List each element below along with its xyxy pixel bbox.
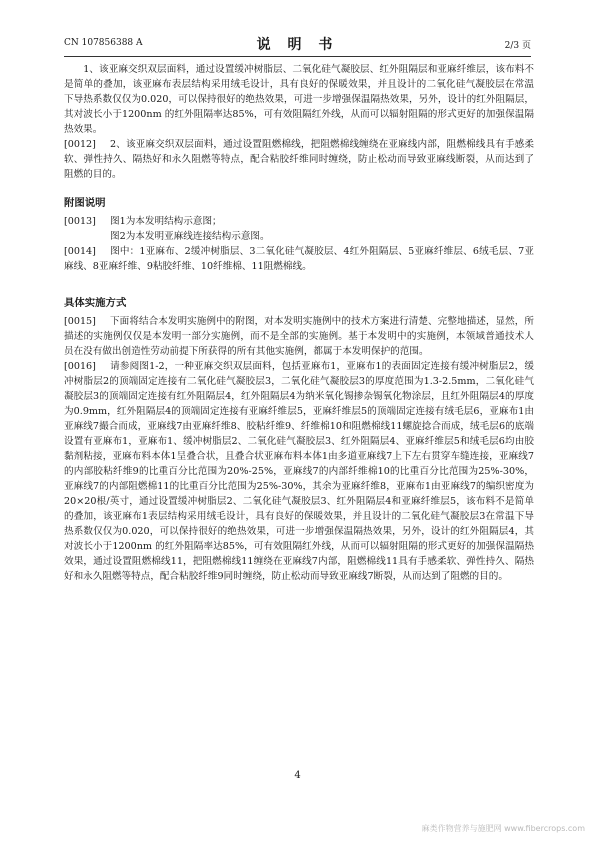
paragraph-0013 (64, 214, 534, 229)
paragraph-effect-1: 1、该亚麻交织双层面料，通过设置缓冲树脂层、二氧化硅气凝胶层、红外阻隔层和亚麻纤维层，该布料不是简单的叠加，该亚麻布表层结构采用绒毛设计，具有良好的保暖效果，并且设计的二氧化硅气凝胶层在常温下导热系数仅仅为0.020，可以保持很好的绝热效果，可进一步增强保温隔热效果，另外，设计的红外阻隔层，其对波长小于1200nm 的红外阻隔率达85%，可有效阻隔红外线，从而可以辐射阻隔的形式更好的加强保温隔热效果。 (64, 64, 534, 135)
watermark: 麻类作物营养与施肥网 www.fibercrops.com (421, 824, 585, 833)
patent-number: CN 107856388 A (64, 38, 143, 48)
paragraph-text: 2、该亚麻交织双层面料，通过设置阻燃棉线，把阻燃棉线缠绕在亚麻线内部，阻燃棉线具有手感柔软、弹性持久、隔热好和永久阻燃等特点，配合粘胶纤维同时缠绕，防止松动而导致亚麻线断裂，从而达到了阻燃的目的。 (64, 139, 534, 180)
paragraph-text: 请参阅图1-2，一种亚麻交织双层面料，包括亚麻布1，亚麻布1的表面固定连接有缓冲树脂层2，缓冲树脂层2的顶端固定连接有二氧化硅气凝胶层3，二氧化硅气凝胶层3的厚度范围为1.3-2.5mm，二氧化硅气凝胶层3的顶端固定连接有红外阻隔层4，红外阻隔层4为纳米氧化锡掺杂锡氧化物涂层，且红外阻隔层4的厚度为0.9mm，红外阻隔层4的顶端固定连接有亚麻纤维层5，亚麻纤维层5的顶端固定连接有绒毛层6，亚麻布1由亚麻线7撮合而成，亚麻线7由亚麻纤维8、胶粘纤维9、纤维棉10和阻燃棉线11螺旋捻合而成，绒毛层6的底端设置有亚麻布1，亚麻布1、缓冲树脂层2、二氧化硅气凝胶层3、红外阻隔层4、亚麻纤维层5和绒毛层6均由胶黏剂粘接，亚麻布料本体1呈叠合状，且叠合状亚麻布料本体1由多道亚麻线7上下左右贯穿车缝连接，亚麻线7的内部胶粘纤维9的比重百分比范围为20%-25%，亚麻线7的内部纤维棉10的比重百分比范围为25%-30%，亚麻线7的内部阻燃棉11的比重百分比范围为25%-30%，其余为亚麻纤维8，亚麻布1由亚麻线7的编织密度为20×20根/英寸，通过设置缓冲树脂层2、二氧化硅气凝胶层3、红外阻隔层4和亚麻纤维层5，该布料不是简单的叠加，该亚麻布1表层结构采用绒毛设计，具有良好的保暖效果，并且设计的二氧化硅气凝胶层3在常温下导热系数仅仅为0.020，可以保持很好的绝热效果，可进一步增强保温隔热效果，另外，设计的红外阻隔层4，其对波长小于1200nm 的红外阻隔率达85%，可有效阻隔红外线，从而可以辐射阻隔的形式更好的加强保温隔热效果，通过设置阻燃棉线11，把阻燃棉线11缠绕在亚麻线7内部，阻燃棉线11具有手感柔软、弹性持久、隔热好和永久阻燃等特点，配合粘胶纤维9同时缠绕，防止松动而导致亚麻线7断裂，从而达到了阻燃的目的。 (64, 361, 534, 582)
paragraph-number: [0014] (64, 246, 96, 257)
page-number: 4 (294, 770, 301, 781)
paragraph-number: [0012] (64, 139, 96, 150)
paragraph-text: 图中：1亚麻布、2缓冲树脂层、3二氧化硅气凝胶层、4红外阻隔层、5亚麻纤维层、6绒毛层、7亚麻线、8亚麻纤维、9粘胶纤维、10纤维棉、11阻燃棉线。 (64, 246, 534, 272)
page-indicator: 2/3 页 (504, 41, 531, 51)
paragraph-0015 (64, 314, 534, 359)
paragraph-0012 (64, 137, 534, 182)
paragraph-0013-cont (64, 229, 534, 244)
paragraph-number: [0013] (64, 216, 96, 227)
paragraph-number: [0015] (64, 316, 96, 327)
section-heading-figures: 附图说明 (64, 197, 106, 209)
paragraph-number: [0016] (64, 361, 96, 372)
paragraph-0016 (64, 359, 534, 584)
paragraph-0014 (64, 244, 534, 274)
section-heading-embodiment: 具体实施方式 (64, 297, 127, 309)
paragraph-text: 下面将结合本发明实施例中的附图，对本发明实施例中的技术方案进行清楚、完整地描述，显然，所描述的实施例仅仅是本发明一部分实施例，而不是全部的实施例。基于本发明中的实施例，本领域普通技术人员在没有做出创造性劳动前提下所获得的所有其他实施例，都属于本发明保护的范围。 (64, 316, 534, 357)
document-title: 说 明 书 (256, 37, 339, 53)
paragraph-text: 图2为本发明亚麻线连接结构示意图。 (110, 231, 270, 242)
paragraph-text: 图1为本发明结构示意图； (110, 216, 222, 227)
page-header (64, 34, 531, 54)
header-rule (64, 56, 531, 57)
document-body (64, 62, 534, 584)
